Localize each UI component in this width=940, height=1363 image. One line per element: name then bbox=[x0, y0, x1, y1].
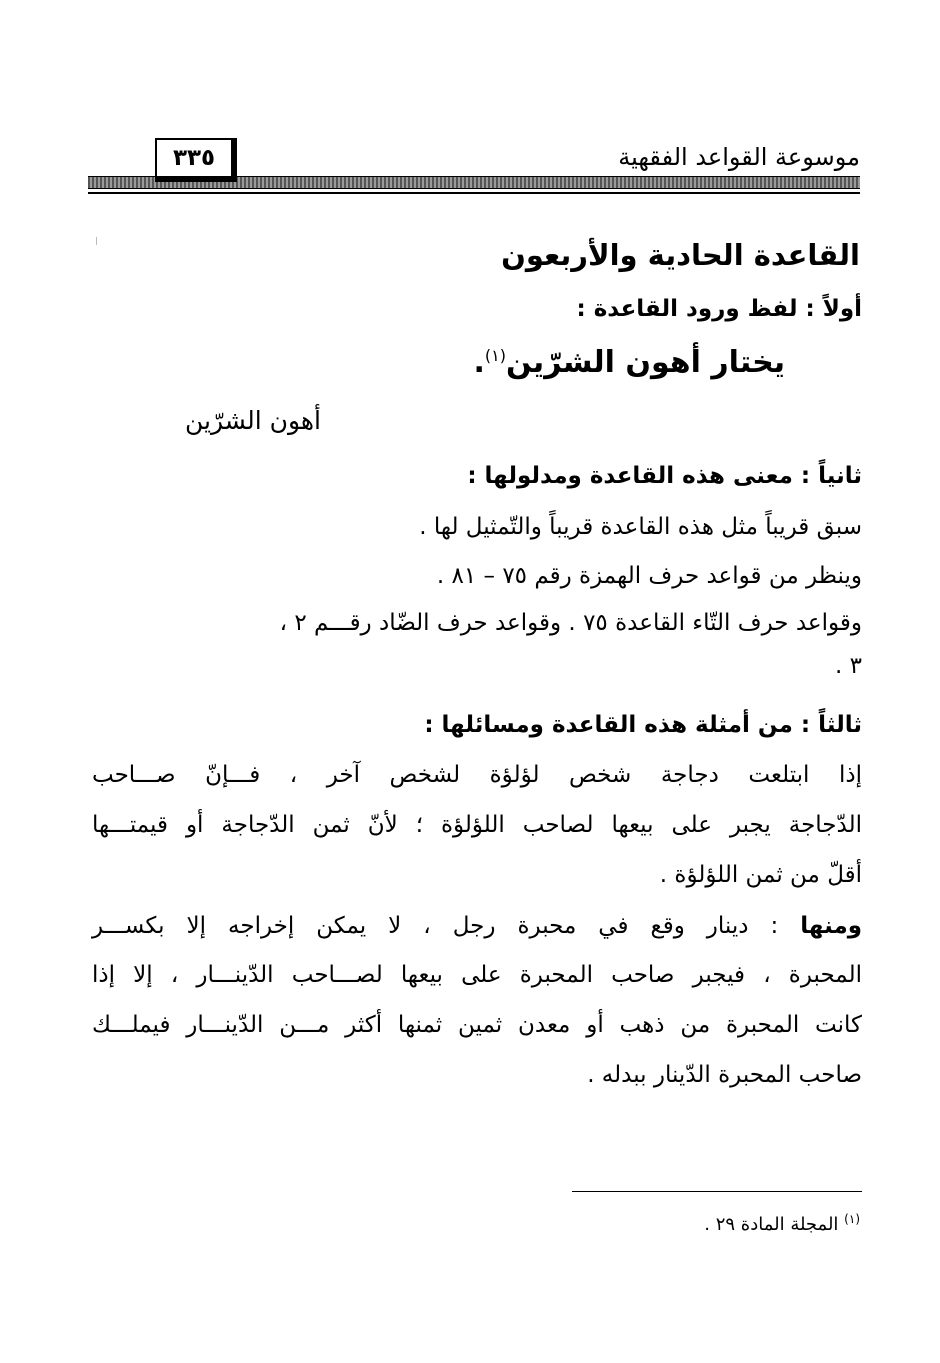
header-rule bbox=[88, 192, 860, 194]
footnote-text: المجلة المادة ٢٩ . bbox=[704, 1214, 839, 1235]
page-number: ٣٣٥ bbox=[172, 145, 216, 171]
section1-heading: أولاً : لفظ ورود القاعدة : bbox=[576, 296, 862, 322]
rule-statement bbox=[473, 345, 785, 380]
paragraph2-line-text: : دينار وقع في محبرة رجل ، لا يمكن إخراجه إلا بكســـر bbox=[92, 913, 779, 939]
section2-line: وقواعد حرف التّاء القاعدة ٧٥ . وقواعد حرف الضّاد رقـــم ٢ ، bbox=[279, 610, 862, 636]
rule-statement-text: يختار أهون الشرّين bbox=[505, 345, 785, 380]
section2-heading: ثانياً : معنى هذه القاعدة ومدلولها : bbox=[467, 463, 862, 489]
paragraph1-line: إذا ابتلعت دجاجة شخص لؤلؤة لشخص آخر ، فـــإنّ صـــاحب bbox=[92, 762, 862, 788]
paragraph2-lead: ومنها bbox=[800, 913, 862, 939]
footnote bbox=[704, 1212, 860, 1235]
paragraph2-line: كانت المحبرة من ذهب أو معدن ثمين ثمنها أكثر مـــن الدّينـــار فيملـــك bbox=[92, 1012, 862, 1038]
footnote-marker: (١) bbox=[844, 1212, 860, 1226]
section2-last-line: ٣ . bbox=[835, 653, 862, 679]
paragraph2-line: المحبرة ، فيجبر صاحب المحبرة على بيعها لصـــاحب الدّينـــار ، إلا إذا bbox=[92, 962, 862, 988]
section2-line: سبق قريباً مثل هذه القاعدة قريباً والتّمثيل لها . bbox=[419, 514, 862, 540]
paragraph2-line bbox=[92, 913, 862, 939]
page-number-box bbox=[155, 138, 237, 182]
section3-heading: ثالثاً : من أمثلة هذه القاعدة ومسائلها : bbox=[424, 712, 862, 738]
rule-phrase: أهون الشرّين bbox=[185, 406, 321, 435]
footnote-rule bbox=[572, 1191, 862, 1192]
scan-mark bbox=[96, 237, 97, 245]
rule-statement-end: . bbox=[473, 345, 485, 380]
section2-line: وينظر من قواعد حرف الهمزة رقم ٧٥ – ٨١ . bbox=[436, 563, 862, 589]
paragraph1-line: أقلّ من ثمن اللؤلؤة . bbox=[659, 862, 862, 888]
footnote-ref: (١) bbox=[484, 346, 506, 365]
paragraph1-line: الدّجاجة يجبر على بيعها لصاحب اللؤلؤة ؛ لأنّ ثمن الدّجاجة أو قيمتـــها bbox=[92, 812, 862, 838]
book-title: موسوعة القواعد الفقهية bbox=[618, 143, 860, 171]
paragraph2-line: صاحب المحبرة الدّينار ببدله . bbox=[587, 1062, 862, 1088]
rule-title: القاعدة الحادية والأربعون bbox=[501, 238, 860, 272]
